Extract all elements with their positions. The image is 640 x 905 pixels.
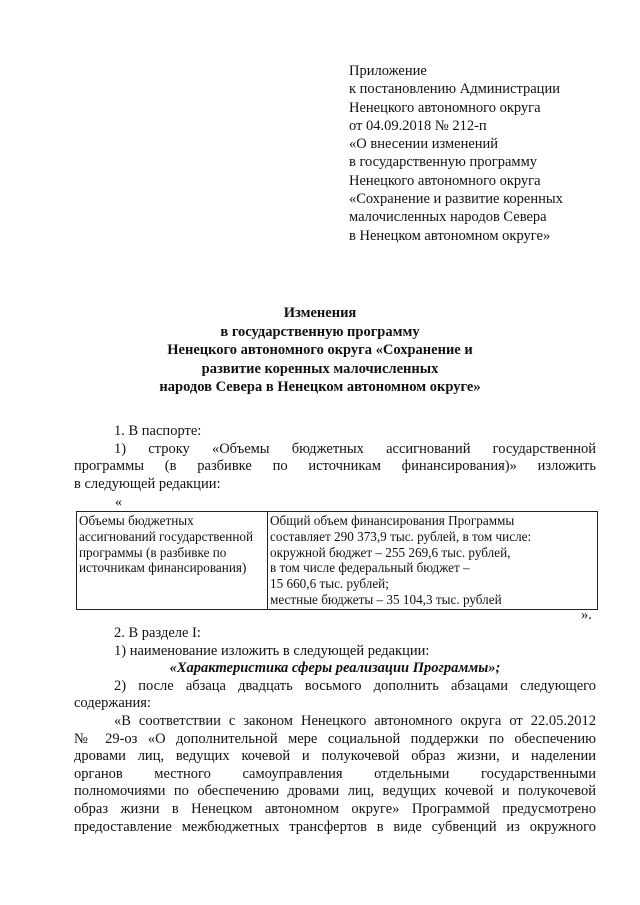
appendix-line: Приложение [349,63,427,79]
appendix-line: Ненецкого автономного округа [349,172,541,189]
cell-line: источникам финансирования) [79,560,247,576]
quote-paragraph-line: полномочиями по обеспечению дровами лиц, ведущих кочевой и полукочевой [74,783,596,800]
appendix-line: «Сохранение и развитие коренных [349,191,563,208]
appendix-line: Ненецкого автономного округа [349,99,541,116]
cell-line: программы (в разбивке по [79,544,227,560]
cell-line: местные бюджеты – 35 104,3 тыс. рублей [270,591,502,607]
quote-paragraph-line: дровами лиц, ведущих кочевой и полукочевой образ жизни, и наделении [74,748,596,765]
table-quote-close: ». [581,607,592,623]
cell-line: ассигнований государственной [79,528,254,544]
appendix-line: «О внесении изменений [349,136,499,153]
new-section-name [74,660,596,678]
title-line: народов Севера в Ненецком автономном округе» [159,379,481,395]
appendix-line: в государственную программу [349,154,538,171]
appendix-line: в Ненецком автономном округе» [349,227,551,244]
section-2-item-2-line: содержания: [74,695,152,712]
section-1-text [74,423,596,493]
quote-paragraph-line: образ жизни в Ненецком автономном округе» Программой предусмотрено [74,800,596,817]
quote-paragraph-line: предоставление межбюджетных трансфертов в виде субвенций из окружного [74,818,596,835]
title-line: Ненецкого автономного округа «Сохранение и [167,342,473,358]
section-1-heading: 1. В паспорте: [114,423,202,439]
table-cell-value [268,512,598,610]
title-line: в государственную программу [220,323,420,340]
quote-paragraph-line: № 29-оз «О дополнительной мере социальной поддержки по обеспечению [74,730,596,747]
document-title [60,304,580,397]
quote-paragraph-line: органов местного самоуправления отдельными государственными [74,765,596,782]
cell-line: составляет 290 373,9 тыс. рублей, в том числе: [270,528,532,544]
cell-line: окружной бюджет – 255 269,6 тыс. рублей, [270,544,511,560]
appendix-line: малочисленных народов Севера [349,209,547,226]
section-1-item-1-line: 1) строку «Объемы бюджетных ассигнований государственной [114,440,596,457]
appendix-line: к постановлению Администрации [349,81,560,98]
section-2-item-1: 1) наименование изложить в следующей редакции: [114,642,430,659]
section-2-item-2-line: 2) после абзаца двадцать восьмого дополнить абзацами следующего [114,677,596,694]
new-section-name-text: «Характеристика сферы реализации Программы»; [169,660,501,677]
appendix-header [349,62,629,245]
appendix-line: от 04.09.2018 № 212-п [349,117,487,134]
table-cell-label [77,512,268,610]
title-line: развитие коренных малочисленных [201,360,439,377]
section-2-heading: 2. В разделе I: [114,625,201,641]
cell-line: Объемы бюджетных [79,513,194,528]
cell-line: 15 660,6 тыс. рублей; [270,576,389,592]
cell-line: в том числе федеральный бюджет – [270,560,470,576]
table-row [77,512,598,610]
cell-line: Общий объем финансирования Программы [270,513,515,528]
section-2-text [74,625,596,836]
section-1-item-1-line: в следующей редакции: [74,475,221,492]
section-1-item-1-line: программы (в разбивке по источникам финансирования)» изложить [74,458,596,475]
passport-table [76,511,598,610]
table-quote-open: « [115,495,122,510]
title-line: Изменения [283,305,357,321]
quote-paragraph-line: «В соответствии с законом Ненецкого автономного округа от 22.05.2012 [114,712,596,729]
